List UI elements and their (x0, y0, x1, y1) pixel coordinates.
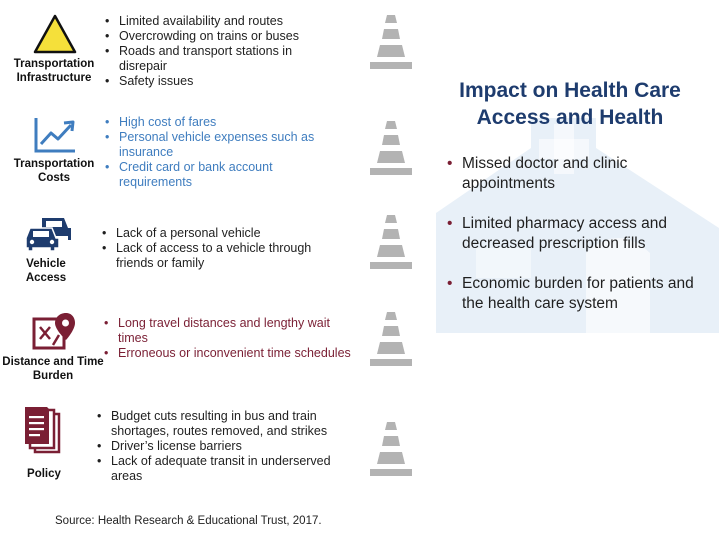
costs-bullets (105, 115, 325, 190)
category-label-distance-time: Distance and Time Burden (2, 356, 104, 382)
impact-item: • Economic burden for patients and the health care system (447, 274, 709, 314)
documents-icon (23, 406, 67, 456)
category-label-vehicle-access: Vehicle Access (25, 258, 67, 284)
map-pin-icon (31, 311, 77, 351)
list-item: • Limited availability and routes (105, 14, 320, 29)
traffic-cone-icon (369, 420, 413, 478)
list-item: • Erroneous or inconvenient time schedules (104, 346, 354, 361)
list-item: • Roads and transport stations in disrepair (105, 44, 320, 74)
impact-title: Impact on Health Care Access and Health (459, 79, 681, 129)
rising-chart-icon (33, 116, 77, 154)
traffic-cone-icon (369, 310, 413, 368)
list-item: • Lack of access to a vehicle through friends or family (102, 241, 332, 271)
list-item: • Personal vehicle expenses such as insurance (105, 130, 325, 160)
impact-list (447, 154, 709, 334)
list-item: • Overcrowding on trains or buses (105, 29, 320, 44)
traffic-cone-icon (369, 213, 413, 271)
cars-icon (24, 214, 74, 252)
list-item: • Driver’s license barriers (97, 439, 359, 454)
list-item: • Long travel distances and lengthy wait times (104, 316, 354, 346)
vehicle-access-bullets (102, 226, 332, 271)
impact-item: • Missed doctor and clinic appointments (447, 154, 709, 194)
source-citation: Source: Health Research & Educational Trust, 2017. (55, 515, 322, 527)
distance-time-bullets (104, 316, 354, 361)
category-label-costs: Transportation Costs (13, 158, 95, 184)
impact-item: • Limited pharmacy access and decreased prescription fills (447, 214, 709, 254)
category-label-infrastructure: Transportation Infrastructure (13, 58, 95, 84)
traffic-cone-icon (369, 119, 413, 177)
list-item: • Lack of a personal vehicle (102, 226, 332, 241)
list-item: • High cost of fares (105, 115, 325, 130)
warning-triangle-icon (33, 14, 77, 54)
policy-bullets (97, 409, 359, 484)
category-label-policy: Policy (27, 468, 61, 480)
list-item: • Budget cuts resulting in bus and train shortages, routes removed, and strikes (97, 409, 359, 439)
list-item: • Lack of adequate transit in underserved areas (97, 454, 359, 484)
infrastructure-bullets (105, 14, 320, 89)
traffic-cone-icon (369, 13, 413, 71)
list-item: • Credit card or bank account requirements (105, 160, 325, 190)
list-item: • Safety issues (105, 74, 320, 89)
